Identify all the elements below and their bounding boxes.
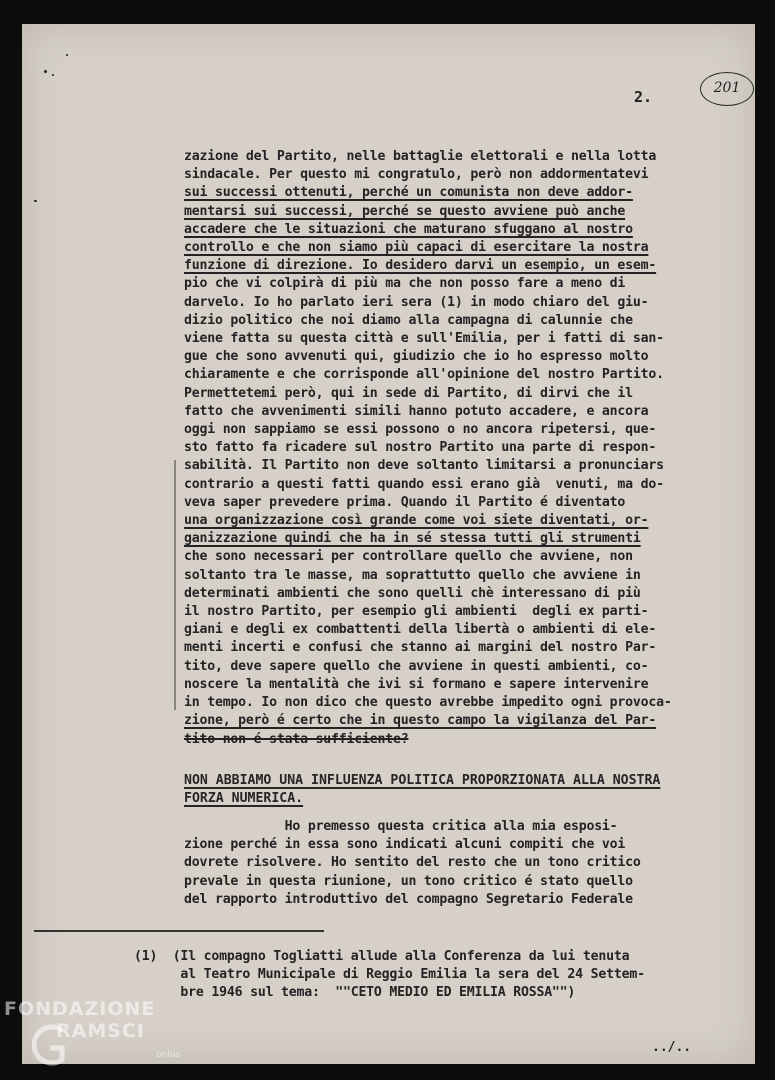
text-line-underlined: controllo e che non siamo più capaci di esercitare la nostra <box>184 240 649 256</box>
text-line-underlined: accadere che le situazioni che maturano sfuggano al nostro <box>184 221 633 237</box>
heading-line: NON ABBIAMO UNA INFLUENZA POLITICA PROPORZIONATA ALLA NOSTRA <box>184 773 661 788</box>
footnote <box>134 948 754 1003</box>
text-line: soltanto tra le masse, ma soprattutto quello che avviene in <box>184 567 641 583</box>
text-line: pio che vi colpirà di più ma che non posso fare a meno di <box>184 276 626 292</box>
text-line-underlined: una organizzazione così grande come voi siete diventati, or- <box>184 513 649 529</box>
text-line: giani e degli ex combattenti della libertà o ambienti di ele- <box>184 622 657 638</box>
page-number: 2. <box>634 88 653 106</box>
archive-number-circle: 201 <box>700 72 754 106</box>
text-line-struck: tito non é stata sufficiente? <box>184 731 409 747</box>
text-line: prevale in questa riunione, un tono critico é stato quello <box>184 873 633 889</box>
text-line: darvelo. Io ho parlato ieri sera (1) in modo chiaro del giu- <box>184 294 649 310</box>
paper-speck <box>44 70 47 73</box>
watermark-suffix: onlus <box>156 1050 181 1060</box>
fondazione-gramsci-watermark <box>4 998 194 1074</box>
footnote-divider <box>34 930 324 932</box>
text-line: Ho premesso questa critica alla mia esposi- <box>184 819 618 834</box>
text-line: sto fatto fa ricadere sul nostro Partito una parte di respon- <box>184 440 657 456</box>
text-line: gue che sono avvenuti qui, giudizio che io ho espresso molto <box>184 349 649 365</box>
footnote-line: al Teatro Municipale di Reggio Emilia la sera del 24 Settem- <box>134 967 645 983</box>
body-paragraph <box>184 148 754 749</box>
text-line: zazione del Partito, nelle battaglie elettorali e nella lotta <box>184 149 657 164</box>
continuation-mark: ../.. <box>652 1040 692 1055</box>
text-line: menti incerti e confusi che stanno ai margini del nostro Par- <box>184 640 657 656</box>
text-line: sindacale. Per questo mi congratulo, però non addormentatevi <box>184 167 649 183</box>
text-line: dovrete risolvere. Ho sentito del resto che un tono critico <box>184 855 641 871</box>
footnote-line: (1) (Il compagno Togliatti allude alla Conferenza da lui tenuta <box>134 949 630 964</box>
text-line-underlined: zione, però é certo che in questo campo la vigilanza del Par- <box>184 713 657 729</box>
text-line: contrario a questi fatti quando essi erano già venuti, ma do- <box>184 476 664 492</box>
text-line: in tempo. Io non dico che questo avrebbe impedito ogni provoca- <box>184 695 672 711</box>
watermark-line-2: RAMSCI <box>56 1020 145 1042</box>
margin-mark <box>174 460 176 710</box>
text-line-underlined: funzione di direzione. Io desidero darvi un esempio, un esem- <box>184 258 657 274</box>
text-line: Permettetemi però, qui in sede di Partito, di dirvi che il <box>184 385 633 401</box>
text-line: veva saper prevedere prima. Quando il Partito é diventato <box>184 494 626 510</box>
text-line: sabilità. Il Partito non deve soltanto limitarsi a pronunciars <box>184 458 664 474</box>
text-line: dizio politico che noi diamo alla campagna di calunnie che <box>184 312 633 328</box>
section-heading <box>184 772 754 808</box>
text-line: fatto che avvenimenti simili hanno potuto accadere, e ancora <box>184 403 649 419</box>
text-line: zione perché in essa sono indicati alcuni compiti che voi <box>184 837 626 853</box>
text-line: che sono necessari per controllare quello che avviene, non <box>184 549 633 565</box>
text-line: viene fatta su questa città e sull'Emilia, per i fatti di san- <box>184 331 664 347</box>
text-line-underlined: mentarsi sui successi, perché se questo avviene può anche <box>184 203 626 219</box>
footnote-line: bre 1946 sul tema: ""CETO MEDIO ED EMILIA ROSSA"") <box>134 985 576 1001</box>
watermark-line-1: FONDAZIONE <box>4 998 156 1020</box>
heading-line: FORZA NUMERICA. <box>184 791 304 807</box>
paper-speck <box>52 74 54 76</box>
text-line: noscere la mentalità che ivi si formano e sapere intervenire <box>184 676 649 692</box>
text-line: del rapporto introduttivo del compagno Segretario Federale <box>184 891 633 907</box>
paper-speck <box>66 54 68 56</box>
section-paragraph <box>184 818 754 909</box>
text-line: il nostro Partito, per esempio gli ambienti degli ex parti- <box>184 604 649 620</box>
text-line-underlined: ganizzazione quindi che ha in sé stessa tutti gli strumenti <box>184 531 641 547</box>
text-line-underlined: sui successi ottenuti, perché un comunista non deve addor- <box>184 185 633 201</box>
text-line: determinati ambienti che sono quelli chè interessano di più <box>184 585 641 601</box>
text-line: tito, deve sapere quello che avviene in questi ambienti, co- <box>184 658 649 674</box>
text-line: oggi non sappiamo se essi possono o no ancora ripetersi, que- <box>184 422 657 438</box>
paper-speck <box>34 200 37 202</box>
text-line: chiaramente e che corrisponde all'opinione del nostro Partito. <box>184 367 664 383</box>
